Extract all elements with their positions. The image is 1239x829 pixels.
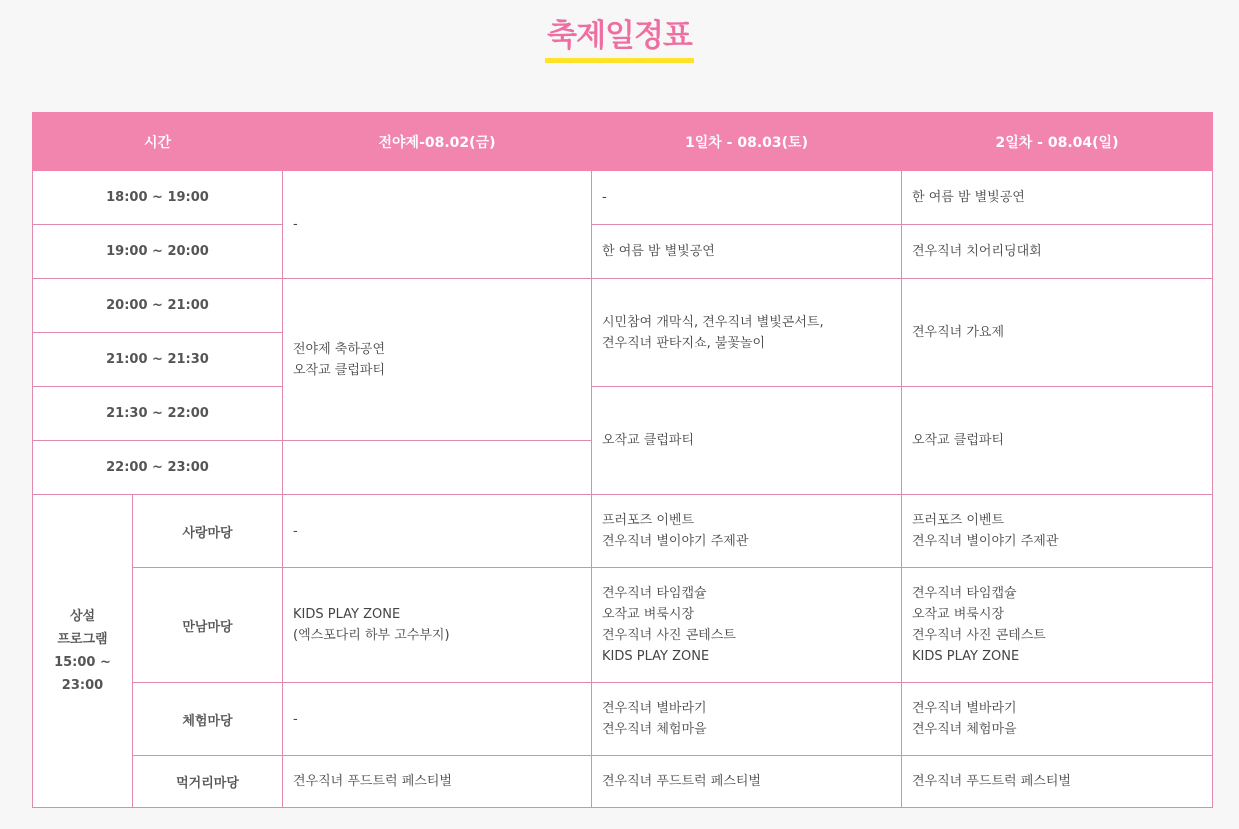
- eve-early-cell: [283, 171, 592, 279]
- permanent-label-line: 15:00 ~: [54, 655, 111, 670]
- day2-cell: [902, 756, 1213, 808]
- cell-text: 견우직녀 푸드트럭 페스티벌: [912, 774, 1071, 789]
- day2-cell: [902, 495, 1213, 568]
- cell-text: 견우직녀 푸드트럭 페스티벌: [602, 774, 761, 789]
- day2-cell: [902, 171, 1213, 225]
- cell-text: 오작교 클럽파티: [293, 362, 386, 378]
- permanent-label-line: 프로그램: [57, 632, 108, 647]
- day2-cell: [902, 387, 1213, 495]
- venue-name: 먹거리마당: [133, 756, 283, 808]
- time-slot: 19:00 ~ 20:00: [33, 225, 283, 279]
- header-day1: 1일차 - 08.03(토): [592, 113, 902, 171]
- title-wrap: [0, 14, 1239, 63]
- time-slot: 21:00 ~ 21:30: [33, 333, 283, 387]
- table-row: [33, 387, 1213, 441]
- permanent-label-line: 23:00: [61, 678, 104, 693]
- day2-cell: [902, 225, 1213, 279]
- table-row: [33, 279, 1213, 333]
- venue-name: 사랑마당: [133, 495, 283, 568]
- table-row: [33, 756, 1213, 808]
- time-slot: 22:00 ~ 23:00: [33, 441, 283, 495]
- eve-cell: [283, 683, 592, 756]
- cell-text: 견우직녀 푸드트럭 페스티벌: [293, 774, 452, 789]
- cell-text: KIDS PLAY ZONE: [293, 607, 401, 622]
- day2-cell: [902, 568, 1213, 683]
- day1-cell: [592, 279, 902, 387]
- day1-cell: [592, 756, 902, 808]
- cell-text: 프러포즈 이벤트: [602, 513, 695, 528]
- day1-cell: [592, 171, 902, 225]
- cell-text: 전야제 축하공연: [293, 341, 386, 357]
- time-slot: 18:00 ~ 19:00: [33, 171, 283, 225]
- day2-cell: [902, 279, 1213, 387]
- cell-text: 오작교 벼룩시장: [912, 607, 1005, 622]
- cell-text: 견우직녀 별이야기 주제관: [602, 534, 749, 549]
- eve-cell: [283, 568, 592, 683]
- day1-cell: [592, 387, 902, 495]
- day1-cell: [592, 495, 902, 568]
- cell-text: 프러포즈 이벤트: [912, 513, 1005, 528]
- cell-text: KIDS PLAY ZONE: [912, 649, 1020, 664]
- header-time: 시간: [33, 113, 283, 171]
- venue-name: 체험마당: [133, 683, 283, 756]
- venue-name: 만남마당: [133, 568, 283, 683]
- table-row: [33, 225, 1213, 279]
- cell-text: 견우직녀 별바라기: [912, 701, 1017, 716]
- cell-text: 오작교 벼룩시장: [602, 607, 695, 622]
- cell-text: 견우직녀 치어리딩대회: [912, 244, 1042, 259]
- permanent-label-line: 상설: [69, 609, 96, 624]
- day2-cell: [902, 683, 1213, 756]
- cell-text: -: [602, 190, 607, 205]
- cell-text: 견우직녀 타임캡슐: [602, 586, 707, 601]
- cell-text: 견우직녀 체험마을: [602, 722, 707, 737]
- table-row: [33, 495, 1213, 568]
- header-day2: 2일차 - 08.04(일): [902, 113, 1213, 171]
- table-row: [33, 568, 1213, 683]
- cell-text: 견우직녀 사진 콘테스트: [912, 628, 1046, 643]
- cell-text: 견우직녀 사진 콘테스트: [602, 628, 736, 643]
- cell-text: 견우직녀 타임캡슐: [912, 586, 1017, 601]
- cell-text: 한 여름 밤 별빛공연: [912, 190, 1025, 205]
- table-row: [33, 171, 1213, 225]
- header-row: [33, 113, 1213, 171]
- eve-concert-cell: [283, 279, 592, 441]
- day1-cell: [592, 225, 902, 279]
- permanent-program-label: [33, 495, 133, 808]
- cell-text: 시민참여 개막식, 견우직녀 별빛콘서트,: [602, 314, 824, 330]
- cell-text: -: [293, 523, 298, 539]
- cell-text: (엑스포다리 하부 고수부지): [293, 628, 450, 643]
- cell-text: 견우직녀 체험마을: [912, 722, 1017, 737]
- cell-text: 견우직녀 판타지쇼, 불꽃놀이: [602, 335, 766, 351]
- cell-text: 오작교 클럽파티: [912, 433, 1005, 448]
- page-title: 축제일정표: [545, 14, 694, 63]
- time-slot: 21:30 ~ 22:00: [33, 387, 283, 441]
- header-eve: 전야제-08.02(금): [283, 113, 592, 171]
- cell-text: -: [293, 217, 298, 232]
- cell-text: KIDS PLAY ZONE: [602, 649, 710, 664]
- cell-text: -: [293, 711, 298, 727]
- cell-text: 견우직녀 별이야기 주제관: [912, 534, 1059, 549]
- time-slot: 20:00 ~ 21:00: [33, 279, 283, 333]
- cell-text: 견우직녀 가요제: [912, 325, 1005, 340]
- cell-text: 견우직녀 별바라기: [602, 701, 707, 716]
- eve-empty-cell: [283, 441, 592, 495]
- cell-text: 한 여름 밤 별빛공연: [602, 244, 715, 259]
- eve-cell: [283, 495, 592, 568]
- eve-cell: [283, 756, 592, 808]
- day1-cell: [592, 568, 902, 683]
- festival-schedule-table: [32, 112, 1213, 808]
- table-row: [33, 683, 1213, 756]
- day1-cell: [592, 683, 902, 756]
- cell-text: 오작교 클럽파티: [602, 433, 695, 448]
